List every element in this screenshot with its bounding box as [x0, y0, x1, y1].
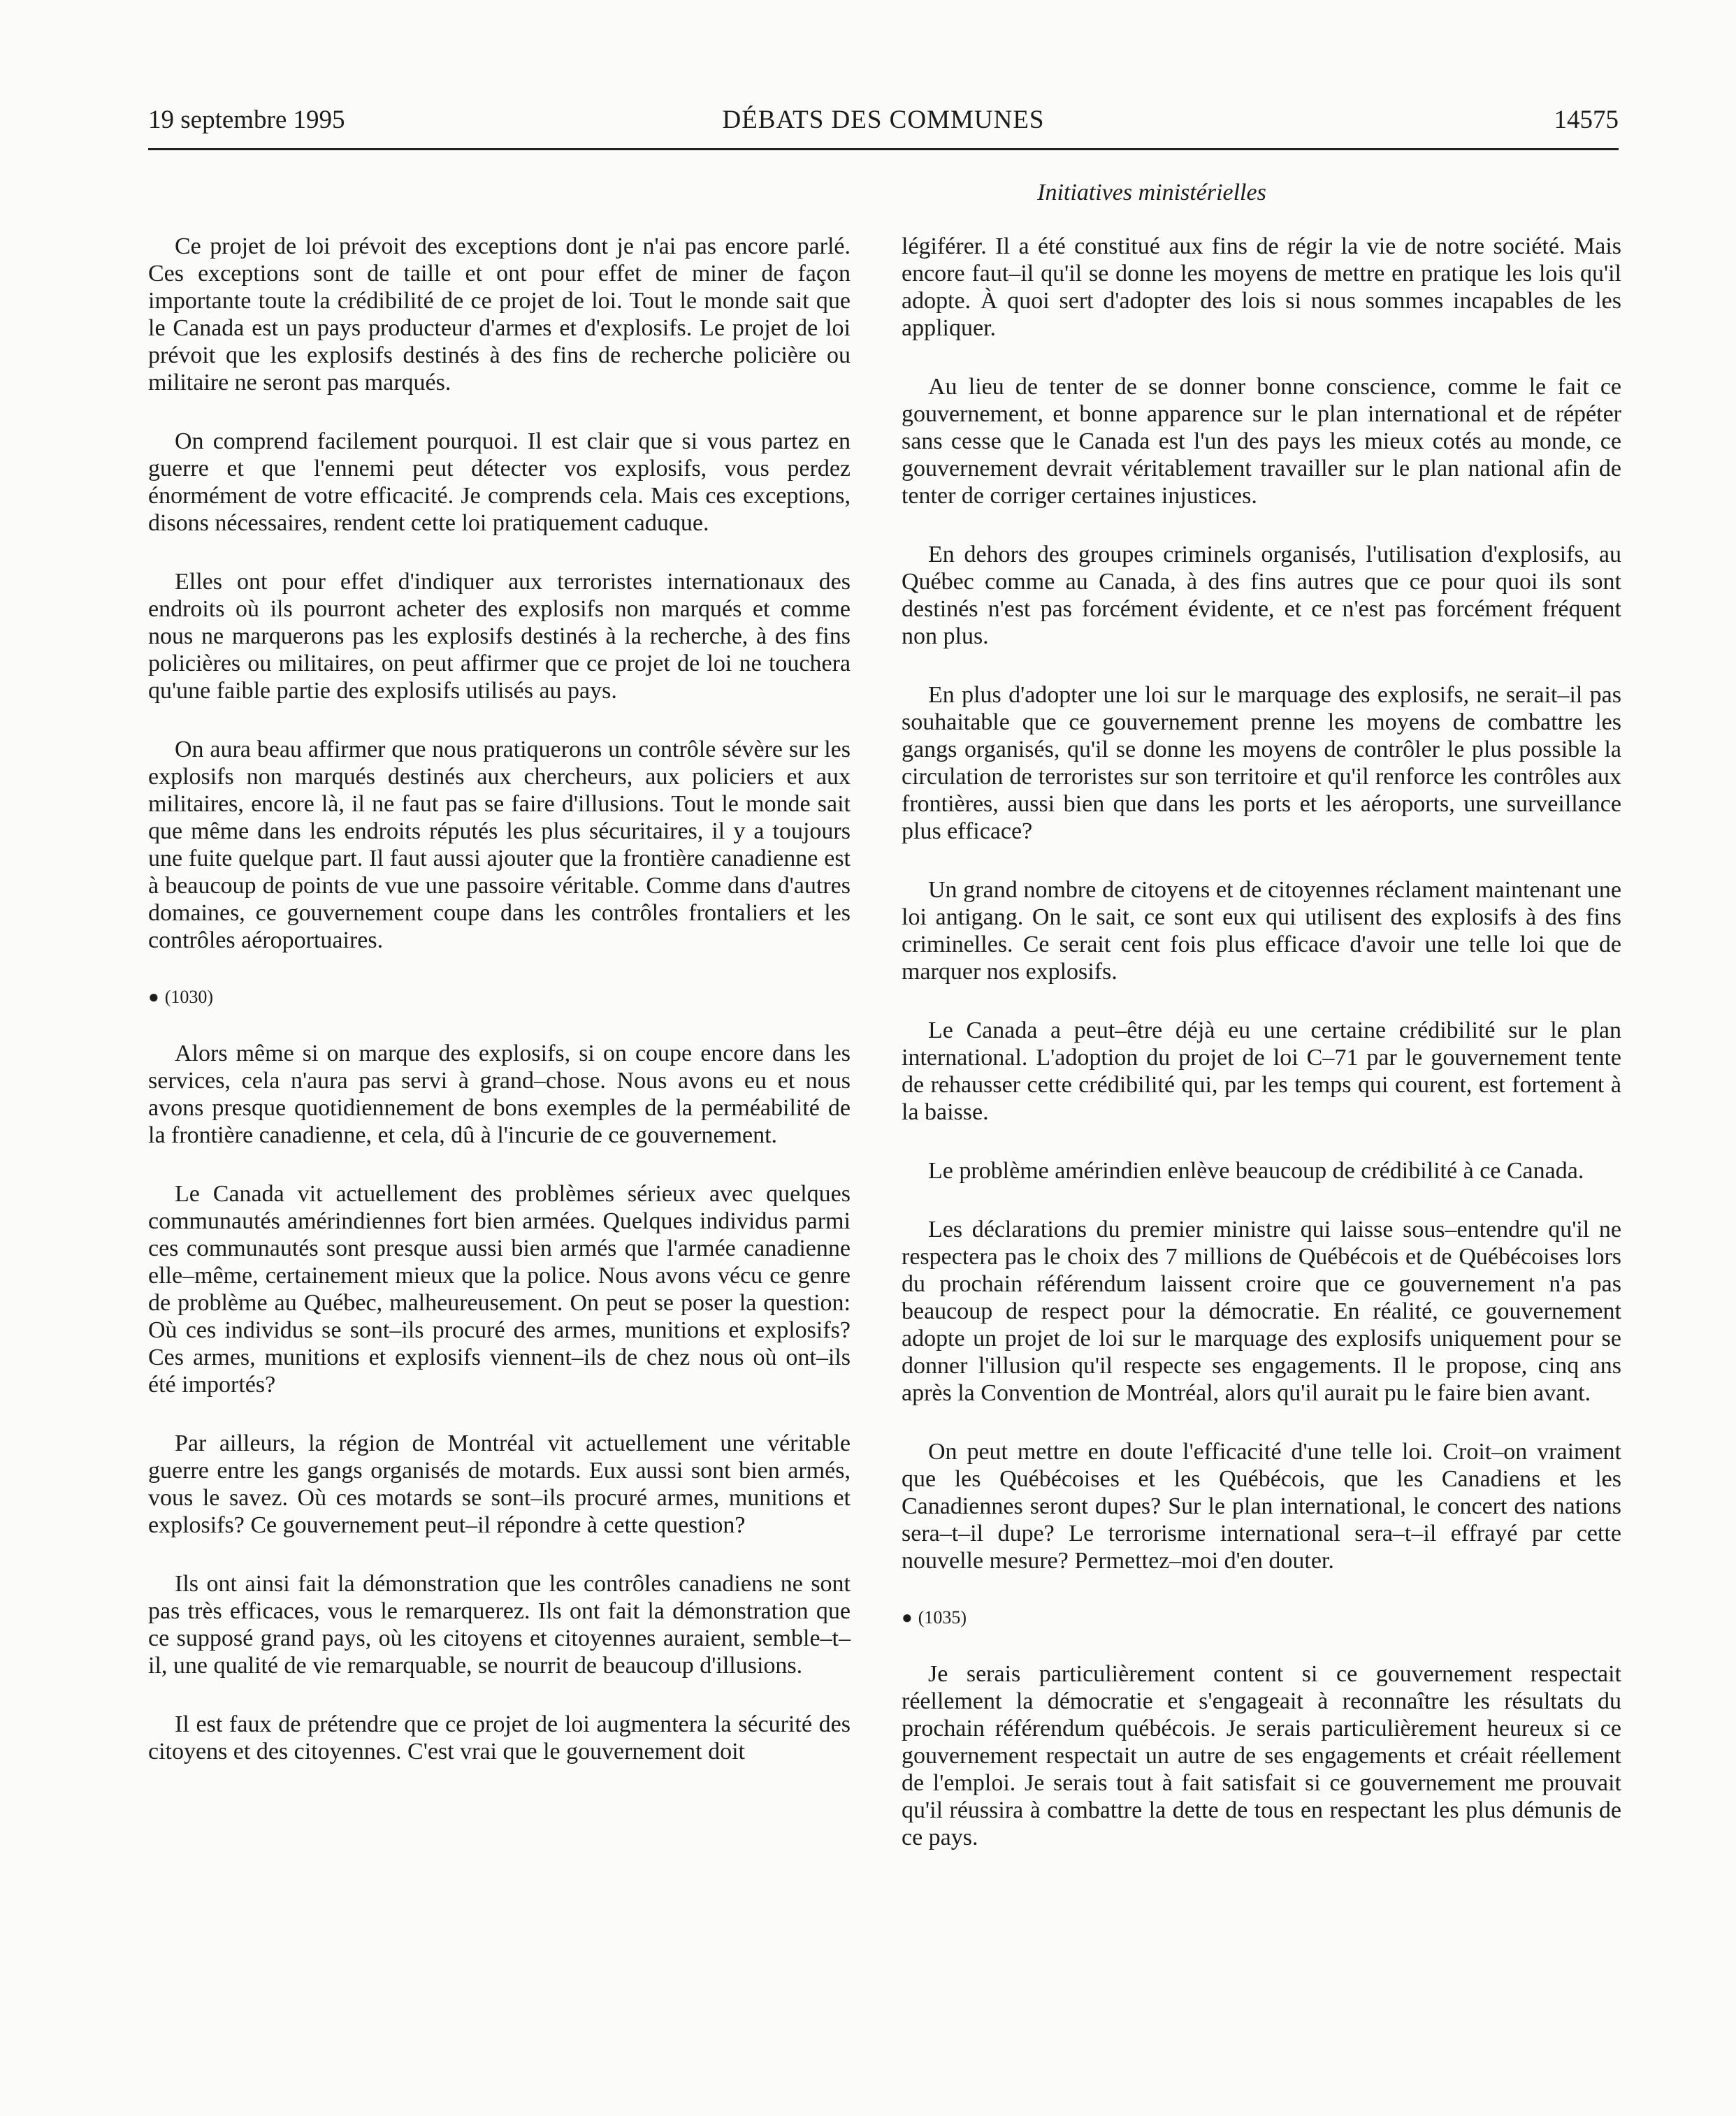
header-rule [148, 148, 1619, 150]
publication-title: DÉBATS DES COMMUNES [722, 106, 1045, 134]
paragraph-continued: légiférer. Il a été constitué aux fins de régir la vie de notre société. Mais encore faut–il qu'il se donne les moyens de mettre en pratique les lois qu'il adopte. À quoi sert d'adopter des lois si nous sommes incapables de les appliquer. [902, 233, 1621, 341]
right-column [902, 233, 1621, 1883]
time-marker [902, 1606, 1621, 1630]
bullet-icon: ● [902, 1607, 913, 1628]
header-date: 19 septembre 1995 [148, 106, 345, 134]
paragraph: On aura beau affirmer que nous pratiquerons un contrôle sévère sur les explosifs non marqués destinés aux chercheurs, aux policiers et aux militaires, encore là, il ne faut pas se faire d'illusions. Tout le monde sait que même dans les endroits réputés les plus sécuritaires, il y a toujours une fuite quelque part. Il faut aussi ajouter que la frontière canadienne est à beaucoup de points de vue une passoire véritable. Comme dans d'autres domaines, ce gouvernement coupe dans les contrôles frontaliers et les contrôles aéroportuaires. [148, 737, 851, 953]
paragraph: On comprend facilement pourquoi. Il est clair que si vous partez en guerre et que l'ennemi peut détecter vos explosifs, vous perdez énormément de votre efficacité. Je comprends cela. Mais ces exceptions, disons nécessaires, rendent cette loi pratiquement caduque. [148, 428, 851, 536]
page-header [148, 103, 1619, 145]
page-number: 14575 [1554, 106, 1619, 134]
paragraph: Ils ont ainsi fait la démonstration que les contrôles canadiens ne sont pas très efficaces, vous le remarquerez. Ils ont fait la démonstration que ce supposé grand pays, où les citoyens et citoyennes auraient, semble–t–il, une qualité de vie remarquable, se nourrit de beaucoup d'illusions. [148, 1571, 851, 1679]
paragraph: Elles ont pour effet d'indiquer aux terroristes internationaux des endroits où ils pourront acheter des explosifs non marqués et comme nous ne marquerons pas les explosifs destinés à la recherche, à des fins policières ou militaires, on peut affirmer que ce projet de loi ne touchera qu'une faible partie des explosifs utilisés au pays. [148, 569, 851, 704]
paragraph: Alors même si on marque des explosifs, si on coupe encore dans les services, cela n'aura pas servi à grand–chose. Nous avons eu et nous avons presque quotidiennement de bons exemples de la perméabilité de la frontière canadienne, et cela, dû à l'incurie de ce gouvernement. [148, 1041, 851, 1148]
paragraph: En plus d'adopter une loi sur le marquage des explosifs, ne serait–il pas souhaitable que ce gouvernement prenne les moyens de combattre les gangs organisés, qu'il se donne les moyens de contrôler le plus possible la circulation de terroristes sur son territoire et qu'il renforce les contrôles aux frontières, aussi bien que dans les ports et les aéroports, une surveillance plus efficace? [902, 682, 1621, 844]
paragraph: Un grand nombre de citoyens et de citoyennes réclament maintenant une loi antigang. On le sait, ce sont eux qui utilisent des explosifs à des fins criminelles. Ce serait cent fois plus efficace d'avoir une telle loi que de marquer nos explosifs. [902, 877, 1621, 985]
left-column [148, 233, 851, 1797]
time-marker-label: (1030) [164, 987, 214, 1007]
paragraph: En dehors des groupes criminels organisés, l'utilisation d'explosifs, au Québec comme au Canada, à des fins autres que ce pour quoi ils sont destinés n'est pas forcément évidente, et ce n'est pas forcément fréquent non plus. [902, 542, 1621, 649]
paragraph: Ce projet de loi prévoit des exceptions dont je n'ai pas encore parlé. Ces exceptions sont de taille et ont pour effet de miner de façon importante toute la crédibilité de ce projet de loi. Tout le monde sait que le Canada est un pays producteur d'armes et d'explosifs. Le projet de loi prévoit que les explosifs destinés à des fins de recherche policière ou militaire ne seront pas marqués. [148, 233, 851, 396]
time-marker [148, 985, 851, 1009]
bullet-icon: ● [148, 987, 159, 1007]
paragraph: On peut mettre en doute l'efficacité d'une telle loi. Croit–on vraiment que les Québécoises et les Québécois, que les Canadiens et les Canadiennes seront dupes? Sur le plan international, le concert des nations sera–t–il dupe? Le terrorisme international sera–t–il effrayé par cette nouvelle mesure? Permettez–moi d'en douter. [902, 1439, 1621, 1574]
paragraph: Le problème amérindien enlève beaucoup de crédibilité à ce Canada. [928, 1158, 1584, 1184]
paragraph: Le Canada vit actuellement des problèmes sérieux avec quelques communautés amérindiennes fort bien armées. Quelques individus parmi ces communautés sont presque aussi bien armés que l'armée canadienne elle–même, certainement mieux que la police. Nous avons vécu ce genre de problème au Québec, malheureusement. On peut se poser la question: Où ces individus se sont–ils procuré des armes, munitions et explosifs? Ces armes, munitions et explosifs viennent–ils de chez nous où ont–ils été importés? [148, 1181, 851, 1398]
paragraph: Les déclarations du premier ministre qui laisse sous–entendre qu'il ne respectera pas le choix des 7 millions de Québécois et de Québécoises lors du prochain référendum laissent croire que ce gouvernement n'a pas beaucoup de respect pour la démocratie. En réalité, ce gouvernement adopte un projet de loi sur le marquage des explosifs uniquement pour se donner l'illusion qu'il respecte ses engagements. Il le propose, cinq ans après la Convention de Montréal, alors qu'il aurait pu le faire bien avant. [902, 1217, 1621, 1406]
paragraph: Au lieu de tenter de se donner bonne conscience, comme le fait ce gouvernement, et bonne apparence sur le plan international et de répéter sans cesse que le Canada est l'un des pays les mieux cotés au monde, ce gouvernement devrait véritablement travailler sur le plan national afin de tenter de corriger certaines injustices. [902, 374, 1621, 509]
paragraph: Je serais particulièrement content si ce gouvernement respectait réellement la démocratie et s'engageait à reconnaître les résultats du prochain référendum québécois. Je serais particulièrement heureux si ce gouvernement respectait un autre de ses engagements et créait réellement de l'emploi. Je serais tout à fait satisfait si ce gouvernement me prouvait qu'il réussira à combattre la dette de tous en respectant les plus démunis de ce pays. [902, 1661, 1621, 1850]
section-title: Initiatives ministérielles [1037, 180, 1266, 205]
paragraph: Le Canada a peut–être déjà eu une certaine crédibilité sur le plan international. L'adoption du projet de loi C–71 par le gouvernement tente de rehausser cette crédibilité qui, par les temps qui courent, est fortement à la baisse. [902, 1017, 1621, 1125]
paragraph: Il est faux de prétendre que ce projet de loi augmentera la sécurité des citoyens et des citoyennes. C'est vrai que le gouvernement doit [148, 1711, 851, 1764]
time-marker-label: (1035) [918, 1607, 967, 1628]
paragraph: Par ailleurs, la région de Montréal vit actuellement une véritable guerre entre les gangs organisés de motards. Eux aussi sont bien armés, vous le savez. Où ces motards se sont–ils procuré armes, munitions et explosifs? Ce gouvernement peut–il répondre à cette question? [148, 1430, 851, 1538]
